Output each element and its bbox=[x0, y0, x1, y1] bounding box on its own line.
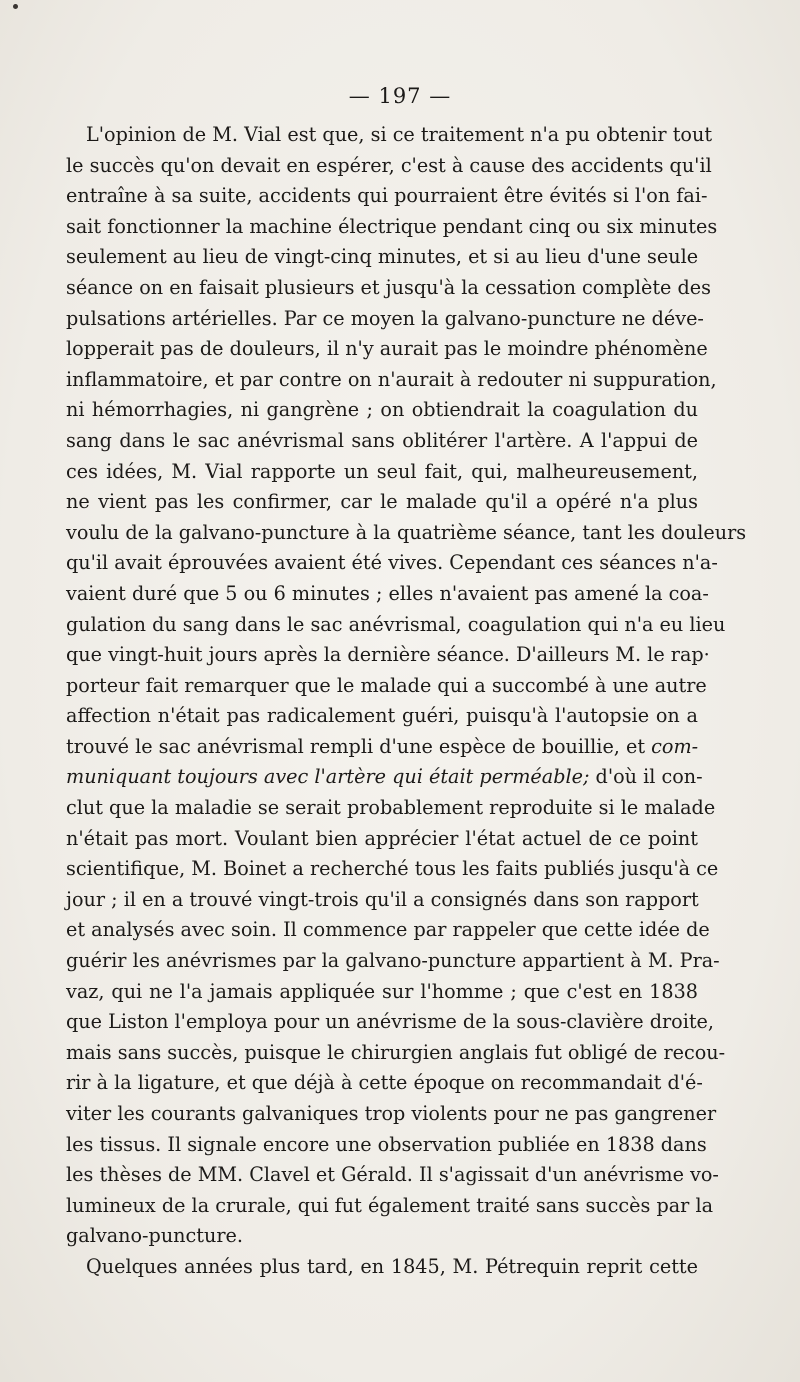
body-text bbox=[66, 120, 747, 1283]
text-line: clut que la maladie se serait probablement reproduite si le malade bbox=[66, 796, 716, 820]
text-line: mais sans succès, puisque le chirurgien anglais fut obligé de recou- bbox=[66, 1040, 726, 1064]
italic-segment: com- bbox=[645, 734, 699, 758]
text-line: sang dans le sac anévrismal sans oblitérer l'artère. A l'appui de bbox=[66, 428, 698, 452]
text-line: inflammatoire, et par contre on n'aurait à redouter ni suppuration, bbox=[66, 367, 717, 391]
text-line: porteur fait remarquer que le malade qui a succombé à une autre bbox=[66, 673, 707, 697]
text-line: séance on en faisait plusieurs et jusqu'à la cessation complète des bbox=[66, 275, 711, 299]
text-line bbox=[66, 732, 698, 763]
text-line: gulation du sang dans le sac anévrismal, coagulation qui n'a eu lieu bbox=[66, 612, 726, 636]
text-line: vaz, qui ne l'a jamais appliquée sur l'homme ; que c'est en 1838 bbox=[66, 979, 698, 1003]
text-line: seulement au lieu de vingt-cinq minutes, et si au lieu d'une seule bbox=[66, 245, 699, 269]
text-segment: trouvé le sac anévrismal rempli d'une espèce de bouillie, et bbox=[66, 734, 646, 758]
text-line: sait fonctionner la machine électrique pendant cinq ou six minutes bbox=[66, 214, 718, 238]
text-line: scientifique, M. Boinet a recherché tous les faits publiés jusqu'à ce bbox=[66, 857, 719, 881]
text-line: affection n'était pas radicalement guéri, puisqu'à l'autopsie on a bbox=[66, 704, 698, 728]
text-line: vaient duré que 5 ou 6 minutes ; elles n'avaient pas amené la coa- bbox=[66, 581, 709, 605]
text-line: que vingt-huit jours après la dernière séance. D'ailleurs M. le rap· bbox=[66, 643, 710, 667]
text-segment: d'où il con- bbox=[589, 765, 703, 789]
text-line: guérir les anévrismes par la galvano-puncture appartient à M. Pra- bbox=[66, 949, 720, 973]
text-line: pulsations artérielles. Par ce moyen la galvano-puncture ne déve- bbox=[66, 306, 704, 330]
text-line: ces idées, M. Vial rapporte un seul fait, qui, malheureusement, bbox=[66, 459, 698, 483]
text-line: qu'il avait éprouvées avaient été vives. Cependant ces séances n'a- bbox=[66, 551, 718, 575]
text-line: L'opinion de M. Vial est que, si ce traitement n'a pu obtenir tout bbox=[86, 123, 713, 146]
text-line: voulu de la galvano-puncture à la quatrième séance, tant les douleurs bbox=[66, 520, 747, 544]
text-line: entraîne à sa suite, accidents qui pourraient être évités si l'on fai- bbox=[66, 184, 708, 208]
text-line: et analysés avec soin. Il commence par rappeler que cette idée de bbox=[66, 918, 710, 942]
text-line: le succès qu'on devait en espérer, c'est à cause des accidents qu'il bbox=[66, 153, 712, 177]
text-line: lumineux de la crurale, qui fut également traité sans succès par la bbox=[66, 1193, 714, 1217]
text-line: lopperait pas de douleurs, il n'y aurait pas le moindre phénomène bbox=[66, 337, 708, 361]
text-line: rir à la ligature, et que déjà à cette époque on recommandait d'é- bbox=[66, 1071, 703, 1095]
text-line: ne vient pas les confirmer, car le malade qu'il a opéré n'a plus bbox=[66, 490, 698, 514]
ink-speck bbox=[13, 4, 18, 9]
text-line: n'était pas mort. Voulant bien apprécier l'état actuel de ce point bbox=[66, 826, 698, 850]
italic-segment: muniquant toujours avec l'artère qui était perméable; bbox=[66, 765, 590, 789]
page-number: — 197 — bbox=[348, 84, 452, 108]
text-line: ni hémorrhagies, ni gangrène ; on obtiendrait la coagulation du bbox=[66, 398, 698, 422]
text-line: Quelques années plus tard, en 1845, M. Pétrequin reprit cette bbox=[86, 1254, 698, 1278]
text-line: les tissus. Il signale encore une observation publiée en 1838 dans bbox=[66, 1132, 707, 1156]
text-line: galvano-puncture. bbox=[66, 1224, 243, 1248]
text-line: les thèses de MM. Clavel et Gérald. Il s'agissait d'un anévrisme vo- bbox=[66, 1163, 719, 1187]
text-line: viter les courants galvaniques trop violents pour ne pas gangrener bbox=[66, 1102, 717, 1125]
text-line bbox=[66, 762, 703, 793]
text-line: que Liston l'employa pour un anévrisme de la sous-clavière droite, bbox=[66, 1010, 715, 1034]
text-line: jour ; il en a trouvé vingt-trois qu'il a consignés dans son rapport bbox=[66, 887, 699, 911]
